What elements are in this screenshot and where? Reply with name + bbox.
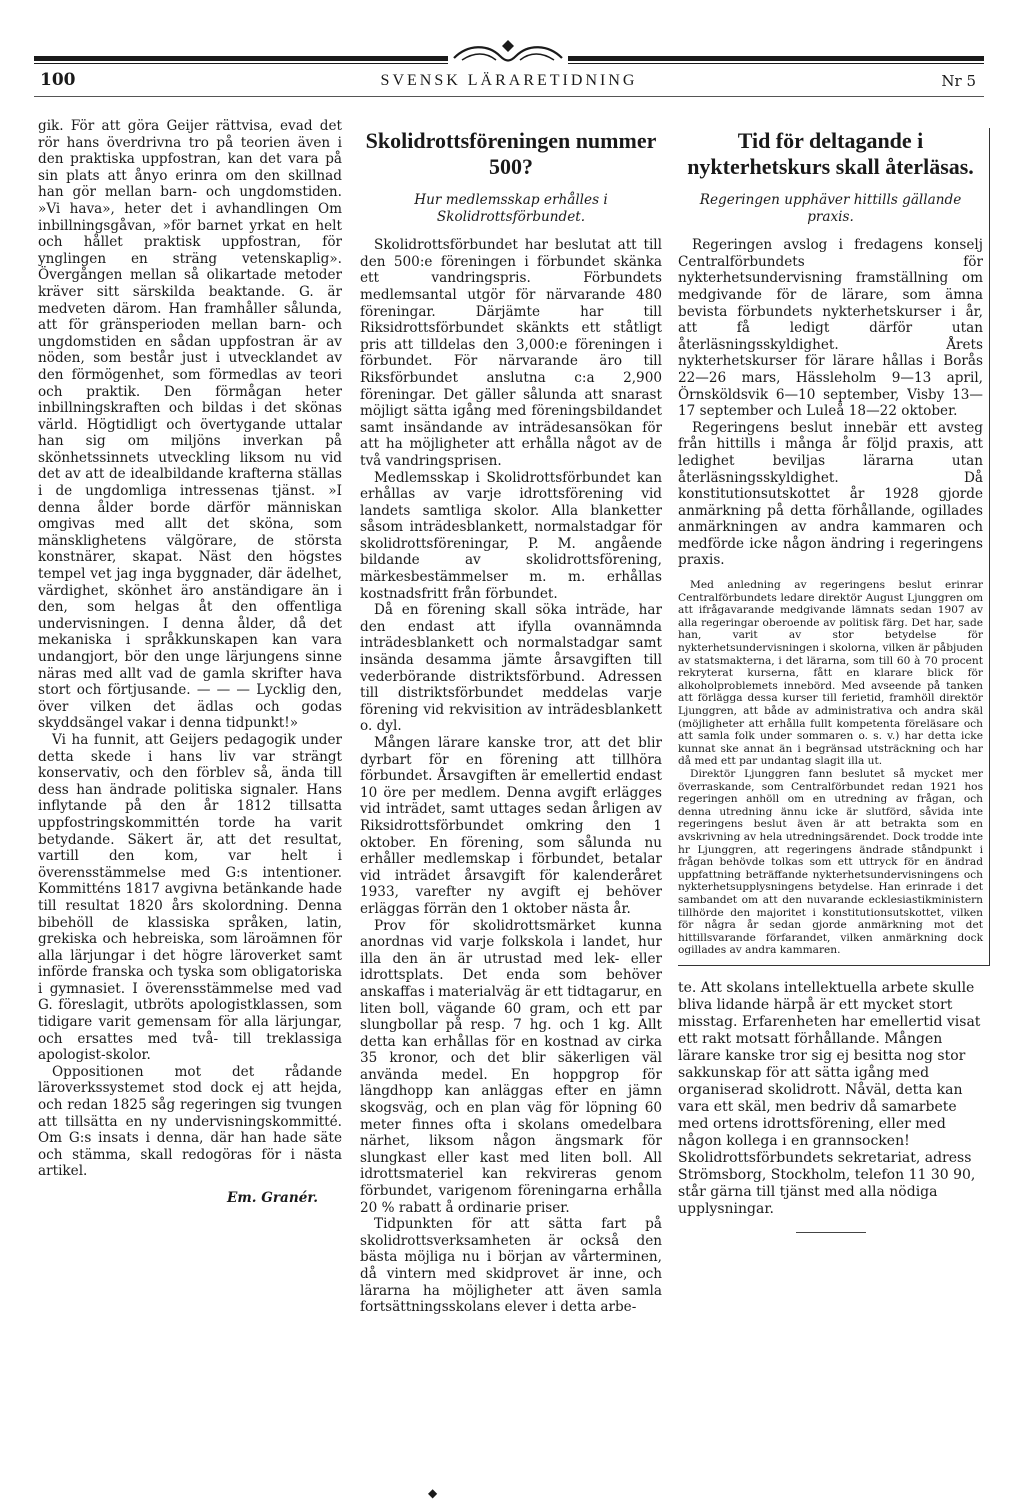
journal-title: SVENSK LÄRARETIDNING [380,72,638,89]
nykterhet-article-box [678,128,990,966]
paragraph: Prov för skolidrottsmärket kunna anordnas vid varje folkskola i landet, hur illa den än är utrustad med lek- eller idrottsplats. Det enda som behöver anskaffas i materialväg är ett tidtagarur, en liten boll, vägande 60 gram, och ett par slungbollar på resp. 7 hg. och 1 kg. Allt detta kan erhållas för en kostnad av cirka 35 kronor, och det blir säkerligen väl använda medel. En hoppgrop för längdhopp kan anläggas efter en jämn skogsväg, och en plan väg för löpning 60 meter finnes ofta i skolans omedelbara närhet, liksom någon ängsmark för slungkast eller kast med liten boll. All idrottsmateriel kan rekvireras genom förbundet, varigenom föreningarna erhålla 20 % rabatt å ordinarie priser. [360,917,662,1216]
paragraph: Då en förening skall söka inträde, har den endast att ifylla ovannämnda inträdesblankett och normalstadgar samt insända desamma jämte årsavgiften till vederbörande distriktsförbund. Adressen till distriktsförbundet meddelas varje förening vid rekvisition av inträdesblankett o. dyl. [360,602,662,735]
paragraph: Medlemsskap i Skolidrottsförbundet kan erhållas av varje idrottsförening vid landets samtliga skolor. Alla blanketter såsom inträdesblankett, normalstadgar för skolidrottsföreningar, P. M. angående bildande av skolidrottsförening, märkesbestämmelser m. m. erhållas kostnadsfritt från förbundet. [360,469,662,602]
column-nykterhet-article [678,118,984,1233]
paragraph: Oppositionen mot det rådande läroverkssystemet stod dock ej att hejda, och redan 1825 såg regeringen sig tvungen att tillsätta en ny undervisningskommitté. Om G:s insats i denna, där han hade säte och stämma, skall redogöras för i nästa artikel. [38,1063,342,1180]
page-header [34,70,984,92]
paragraph: Skolidrottsförbundet har beslutat att till den 500:e föreningen i förbundet skänka ett vandringspris. Förbundets medlemsantal utgör för närvarande 480 föreningar. Därjämte har till Riksidrottsförbundet skänkts ett ståtligt pris att tilldelas den 3,000:e föreningen i förbundet. För närvarande äro till Riksförbundet anslutna c:a 2,900 föreningar. Det gäller sålunda att snarast möjligt sätta igång med föreningsbildandet samt insändande av inträdesansökan för att ha möjligheter att erhålla något av de två vandringsprisen. [360,237,662,469]
article-title: Skolidrottsföreningen nummer 500? [365,128,657,179]
header-rule [34,96,984,97]
paragraph: Tidpunkten för att sätta fart på skolidrottsverksamheten är också den bästa möjliga nu i början av vårterminen, då vintern med skidprovet är inne, och lärarna ha möjligheter att även samla fortsättningsskolans elever i detta arbe- [360,1216,662,1316]
paragraph: gik. För att göra Geijer rättvisa, evad det rör hans överdrivna tro på teorien även i den praktiska uppfostran, kan det vara på sin plats att ånyo erinra om den skillnad han gör mellan barn- och ungdomstiden. »Vi hava», heter det i avhandlingen Om inbillningsgåvan, »för barnet yrkat en helt och hållet praktisk uppfostran, för ynglingen en sträng vetenskaplig». Övergången mellan så olikartade metoder kräver sitt särskilda beaktande. G. är medveten därom. Han framhåller sålunda, att för gränsperioden mellan barn- och ungdomstiden en sådan uppfostran är av nöden, som består just i utvecklandet av den förmögenhet, som förmedlas av teori och praktik. Den förmågan heter inbillningskraften och bildas i det skönas värld. Högtidligt och övertygande uttalar han sig om miljöns inverkan på skönhetssinnets utveckling liksom nu vid det av att de idealbildande krafterna ställas i de ungdomliga intressenas tjänst. »I denna ålder borde därför människan omgivas med allt det sköna, som mänsklighetens välgörare, de största konstnärer, skapat. Näst den högstes tempel vet jag inga byggnader, där ädelhet, värdighet, skönhet äro anständigare än i den, som helgas åt den offentliga undervisningen. I denna ålder, då det mekaniska i språkkunskapen kan vara undangjort, bör den unge lärjungens sinne näras med allt vad de gamla skrifter hava stort och förtjusande. — — — Lycklig den, över vilken det ädlas och godas skyddsängel vakar i denna tidpunkt!» [38,118,342,732]
column-skolidrott-article [360,118,662,1316]
column-geijer-article [38,118,342,1207]
paragraph: Vi ha funnit, att Geijers pedagogik under detta skede i hans liv var strängt konservativ, och den förblev så, ända till dess han ändrade politiska signaler. Hans inflytande på den år 1812 tillsatta uppfostringskommittén torde ha varit betydande. Säkert är, att det resultat, vartill den kom, var helt i överensstämmelse med G:s intentioner. Kommitténs 1817 avgivna betänkande hade till resultat 1820 års skolordning. Denna bibehöll de klassiska språken, latin, grekiska och hebreiska, som läroämnen för alla lärjungar i det högre läroverket samt införde franska och tyska som obligatoriska i gymnasiet. I överensstämmelse med vad G. föreslagit, utbröts apologistklassen, som tidigare varit gemensam för alla lärjungar, och ersattes med två- till treklassiga apologist-skolor. [38,731,342,1064]
footer-mark-icon: ◆ [428,1486,438,1500]
author-signature: Em. Granér. [227,1190,318,1206]
article-title: Tid för deltagande i nykterhetskurs skall återläsas. [687,128,974,179]
paragraph: Regeringen avslog i fredagens konselj Centralförbundets för nykterhetsundervisning framställning om medgivande för de lärare, som ämna bevista förbundets nykterhetskurser i år, att få ledigt därför utan återläsningsskyldighet. Årets nykterhetskurser för lärare hållas i Borås 22—26 mars, Hässleholm 9—13 april, Örnsköldsvik 6—10 september, Visby 13—17 september och Luleå 18—22 oktober. [678,237,983,420]
article-subtitle: Regeringen upphäver hittills gällande praxis. [699,192,962,225]
continuation-text: te. Att skolans intellektuella arbete skulle bliva lidande härpå är ett mycket stort misstag. Erfarenheten har emellertid visat ett rakt motsatt förhållande. Mången lärare kanske tror sig ej besitta nog stor sakkunskap för att sätta igång med organiserad skolidrott. Nåväl, detta kan vara ett skäl, men bedriv då samarbete med ortens idrottsförening, eller med någon kollega i en grannsocken! Skolidrottsförbundets sekretariat, adress Strömsborg, Stockholm, telefon 11 30 90, står gärna till tjänst med alla nödiga upplysningar. [678,979,981,1217]
header-ornament-icon [448,38,568,68]
small-paragraph: Direktör Ljunggren fann beslutet så mycket mer överraskande, som Centralförbundet redan 1921 hos regeringen anhöll om en utredning av frågan, och denna utredning ännu icke är slutförd, såvida inte regeringens beslut även är att betrakta som en avskrivning av hela utredningsärendet. Dock trodde inte hr Ljunggren, att regeringens ändrade ståndpunkt i frågan behövde tolkas som ett uttryck för en ändrad uppfattning beträffande nykterhetsundervisningens och nykterhetsupplysningens betydelse. Han erinrade i det sambandet om att den nuvarande ecklesiastikministern tillhörde den majoritet i konstitutionsutskottet, vilken för några år sedan gjorde anmärkning mot det hittillsvarande förfarandet, vilken anmärkning dock ogillades av andra kammaren. [678,767,983,957]
small-print-section [678,579,983,957]
end-rule [796,1232,866,1233]
paragraph: Mången lärare kanske tror, att det blir dyrbart för en förening att tillhöra förbundet. Årsavgiften är emellertid endast 10 öre per medlem. Denna avgift erlägges vid inträdet, samt uttages sedan årligen av Riksidrottsförbundet omkring den 1 oktober. En förening, som sålunda nu erhåller medlemskap i förbundet, betalar vid inträdet årsavgift för kalenderåret 1933, varefter ny avgift ej behöver erläggas förrän den 1 oktober nästa år. [360,735,662,917]
issue-number: Nr 5 [941,72,976,90]
article-subtitle: Hur medlemsskap erhålles i Skolidrottsförbundet. [414,192,608,225]
page-number: 100 [40,70,76,90]
small-paragraph: Med anledning av regeringens beslut erinrar Centralförbundets ledare direktör August Ljunggren om att ifrågavarande medgivande lämnats sedan 1907 av alla regeringar oberoende av politisk färg. Det har, sade han, varit av stor betydelse för nykterhetsundervisningen i skolorna, vilken är påbjuden av statsmakterna, i det lärarna, som till 60 à 70 procent rekryterat kurserna, fått en klarare blick för alkoholproblemets innebörd. Med avseende på tanken att förlägga dessa kurser till ferietid, framhöll direktör Ljunggren, att både av administrativa och andra skäl (möjligheter att erhålla fullt kompetenta föreläsare och att samla folk under sommaren o. s. v.) har detta icke kunnat ske annat än i begränsad utsträckning och har då med ett par undantag slagit illa ut. [678,579,983,768]
paragraph: Regeringens beslut innebär ett avsteg från hittills i många år följd praxis, att ledighet beviljas lärarna utan återläsningsskyldighet. Då konstitutionsutskottet år 1928 gjorde anmärkning på detta förhållande, ogillades anmärkningen av andra kammaren och medförde icke någon ändring i regeringens praxis. [678,419,983,569]
